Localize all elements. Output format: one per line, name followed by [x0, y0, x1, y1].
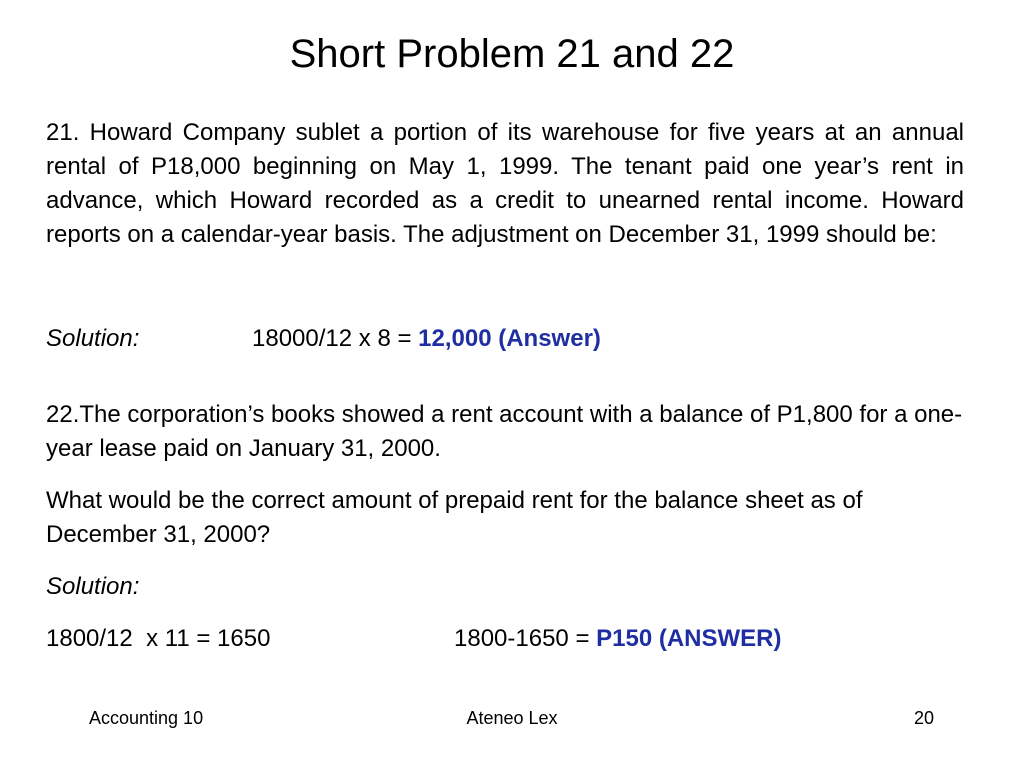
footer-school: Ateneo Lex — [466, 708, 558, 728]
problem-22-question: What would be the correct amount of prepaid rent for the balance sheet as of December 31, 2000? — [46, 487, 863, 548]
solution-calculation: 18000/12 x 8 = — [252, 325, 419, 352]
problem-22-solution-label: Solution: — [46, 573, 140, 600]
solution-answer: P150 (ANSWER) — [596, 625, 782, 652]
footer-course: Accounting 10 — [89, 708, 204, 728]
solution-answer: 12,000 (Answer) — [418, 325, 601, 352]
problem-21-solution — [46, 322, 964, 356]
slide-title: Short Problem 21 and 22 — [289, 32, 735, 76]
problem-21-text: 21. Howard Company sublet a portion of its warehouse for five years at an annual rental of P18,000 beginning on May 1, 1999. The tenant paid one year’s rent in advance, which Howard recorded as a credit to unearned rental income. Howard reports on a calendar-year basis. The adjustment on December 31, 1999 should be: — [46, 119, 964, 248]
footer-page-number: 20 — [913, 708, 934, 728]
solution-calculation-left: 1800/12 x 11 = 1650 — [46, 625, 271, 652]
solution-label: Solution: — [46, 325, 140, 352]
solution-calculation-right: 1800-1650 = — [454, 625, 597, 652]
problem-22-solution — [46, 622, 964, 656]
problem-22-text: 22.The corporation’s books showed a rent account with a balance of P1,800 for a one-year lease paid on January 31, 2000. — [46, 401, 963, 462]
